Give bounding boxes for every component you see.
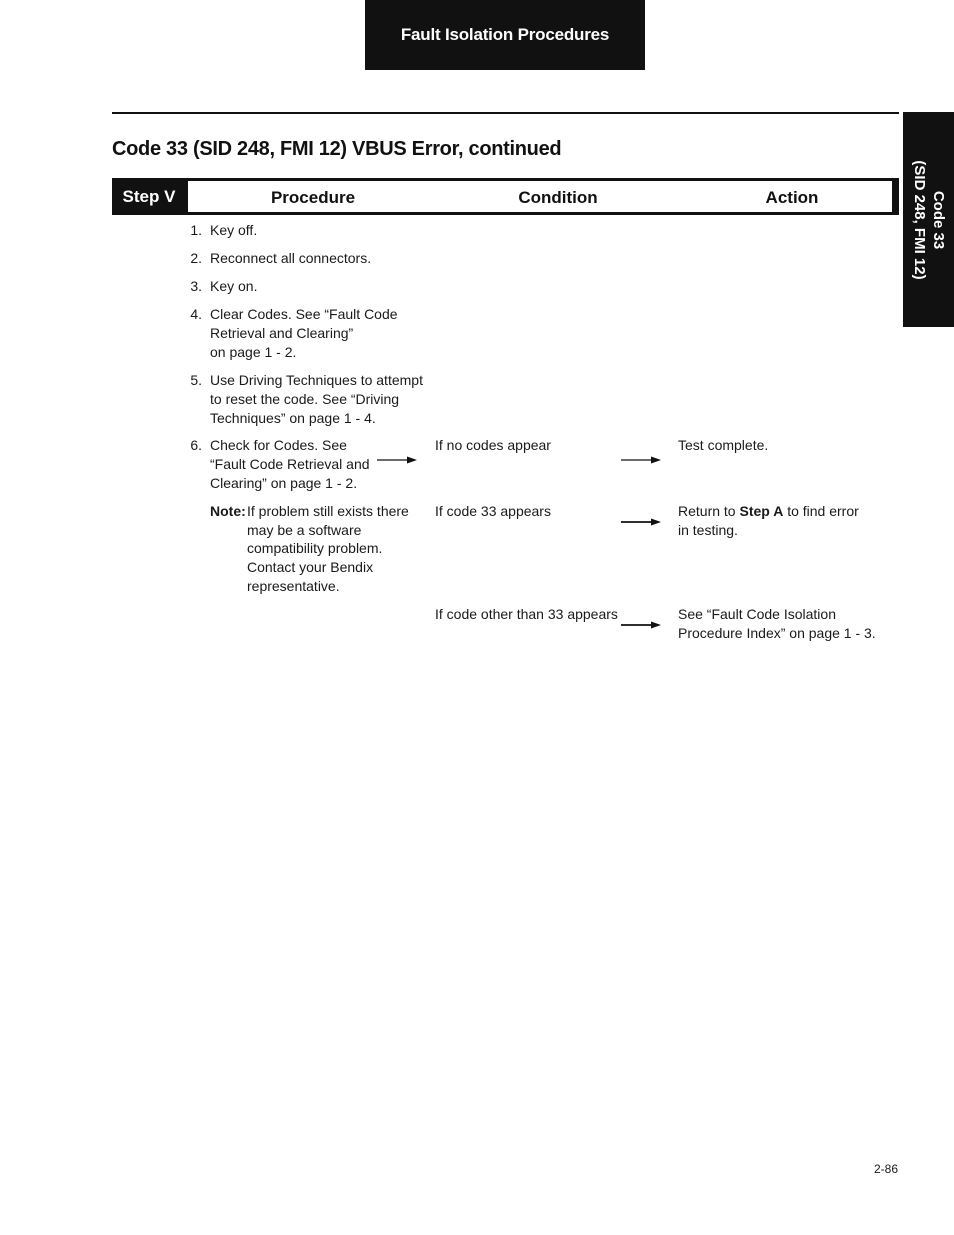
step-number: 2.: [190, 250, 202, 266]
section-header-tab: [365, 0, 645, 70]
step-number: 3.: [190, 278, 202, 294]
note-text: representative.: [247, 578, 340, 594]
step-number: 1.: [190, 222, 202, 238]
column-header-action: Action: [765, 188, 819, 207]
page-number: 2-86: [873, 1162, 898, 1176]
note-text: compatibility problem.: [247, 540, 383, 556]
step-label: Step V: [122, 186, 176, 206]
action-text: Procedure Index” on page 1 - 3.: [678, 625, 876, 641]
note-text: may be a software: [247, 522, 362, 538]
action-text: [678, 502, 859, 521]
action-text: See “Fault Code Isolation: [678, 606, 836, 622]
step-text: Clearing” on page 1 - 2.: [210, 475, 358, 491]
note-text: If problem still exists there: [247, 503, 409, 519]
step-text: Reconnect all connectors.: [210, 250, 372, 266]
top-rule: [112, 112, 899, 114]
action-text-suffix: to find error: [783, 503, 859, 519]
condition-text: If code other than 33 appears: [435, 606, 618, 622]
step-text: Techniques” on page 1 - 4.: [210, 410, 376, 426]
right-arrow-icon: [621, 517, 661, 527]
section-title: Fault Isolation Procedures: [400, 25, 610, 44]
step-text: “Fault Code Retrieval and: [210, 456, 370, 472]
right-arrow-icon: [621, 620, 661, 630]
step-text: Key off.: [210, 222, 258, 238]
step-text: Check for Codes. See: [210, 437, 347, 453]
note-text: Contact your Bendix: [247, 559, 374, 575]
step-reference: Step A: [739, 503, 784, 519]
right-arrow-icon: [621, 455, 661, 465]
side-tab-line-1: Code 33: [929, 190, 947, 250]
step-number: 5.: [190, 372, 202, 388]
side-tab-text: [910, 160, 948, 279]
step-text: on page 1 - 2.: [210, 344, 297, 360]
action-text: Test complete.: [678, 437, 769, 453]
step-text: Clear Codes. See “Fault Code: [210, 306, 398, 322]
side-tab-line-2: (SID 248, FMI 12): [910, 160, 928, 280]
right-arrow-icon: [377, 455, 417, 465]
side-tab: [903, 112, 954, 327]
page-title: Code 33 (SID 248, FMI 12) VBUS Error, continued: [112, 138, 562, 160]
condition-text: If no codes appear: [435, 437, 551, 453]
step-number: 6.: [190, 437, 202, 453]
step-text: Retrieval and Clearing”: [210, 325, 354, 341]
column-header-condition: Condition: [518, 188, 598, 207]
table-header: [112, 178, 899, 215]
step-text: Use Driving Techniques to attempt: [210, 372, 423, 388]
action-text-prefix: Return to: [678, 503, 740, 519]
step-number: 4.: [190, 306, 202, 322]
step-text: to reset the code. See “Driving: [210, 391, 400, 407]
action-text: in testing.: [678, 522, 738, 538]
note-label: Note:: [210, 503, 246, 519]
column-header-box: [188, 181, 892, 212]
step-text: Key on.: [210, 278, 258, 294]
column-header-procedure: Procedure: [270, 188, 356, 207]
condition-text: If code 33 appears: [435, 503, 551, 519]
